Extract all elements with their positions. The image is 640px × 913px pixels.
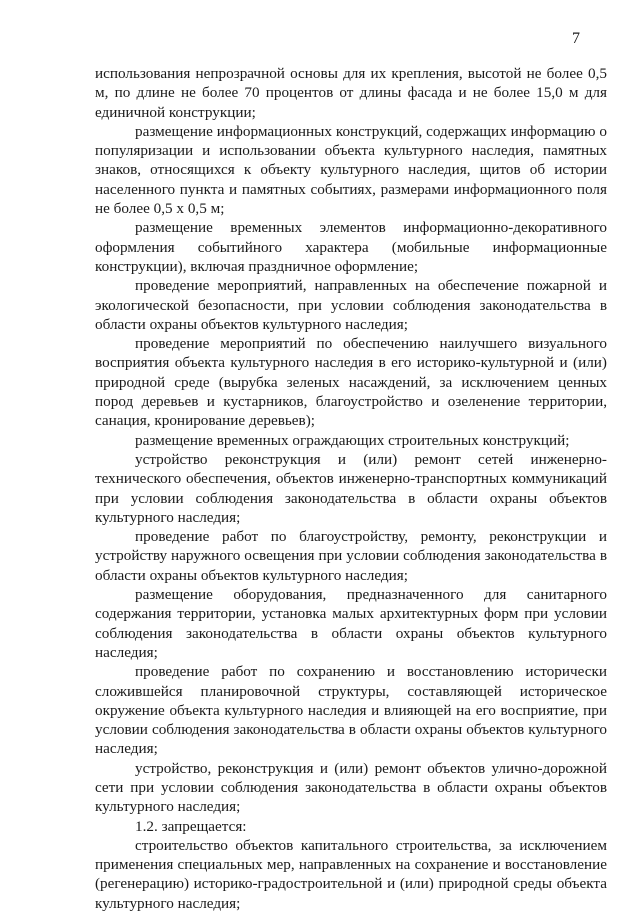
paragraph: проведение работ по сохранению и восстановлению исторически сложившейся планировочной структуры, составляющей историческое окружение объекта культурного наследия и влияющей на его восприятие, при условии соблюдения законодательства в области охраны объектов культурного наследия; bbox=[95, 663, 607, 758]
paragraph: размещение временных ограждающих строительных конструкций; bbox=[135, 431, 570, 449]
page-number: 7 bbox=[572, 30, 580, 47]
paragraph: устройство, реконструкция и (или) ремонт объектов улично-дорожной сети при условии соблюдения законодательства в области охраны объектов культурного наследия; bbox=[95, 759, 607, 816]
paragraph: проведение мероприятий по обеспечению наилучшего визуального восприятия объекта культурного наследия в его историко-культурной и (или) природной среде (вырубка зеленых насаждений, за исключением ценных пород деревьев и кустарников, благоустройство и озеленение территории, санация, кронирование деревьев); bbox=[95, 335, 607, 430]
paragraph: проведение мероприятий, направленных на обеспечение пожарной и экологической безопасности, при условии соблюдения законодательства в области охраны объектов культурного наследия; bbox=[95, 277, 607, 333]
paragraph: строительство объектов капитального строительства, за исключением применения специальных мер, направленных на сохранение и восстановление (регенерацию) историко-градостроительной и (или) природной среды объекта культурного наследия; bbox=[95, 836, 607, 912]
section-heading: 1.2. запрещается: bbox=[135, 817, 247, 835]
paragraph: размещение информационных конструкций, содержащих информацию о популяризации и использовании объекта культурного наследия, памятных знаков, относящихся к объекту культурного наследия, щитов об истории населенного пункта и памятных событиях, размерами информационного поля не более 0,5 х 0,5 м; bbox=[95, 122, 607, 218]
paragraph: устройство реконструкция и (или) ремонт сетей инженерно-технического обеспечения, объектов инженерно-транспортных коммуникаций при условии соблюдения законодательства в области охраны объектов культурного наследия; bbox=[95, 450, 607, 526]
paragraph: размещение временных элементов информационно-декоративного оформления событийного характера (мобильные информационные конструкции), включая праздничное оформление; bbox=[95, 219, 607, 275]
paragraph: размещение оборудования, предназначенного для санитарного содержания территории, установка малых архитектурных форм при условии соблюдения законодательства в области охраны объектов культурного наследия; bbox=[95, 586, 607, 661]
document-body bbox=[95, 64, 607, 913]
paragraph: проведение работ по благоустройству, ремонту, реконструкции и устройству наружного освещения при условии соблюдения законодательства в области охраны объектов культурного наследия; bbox=[95, 528, 607, 584]
paragraph-continuation: использования непрозрачной основы для их крепления, высотой не более 0,5 м, по длине не более 70 процентов от длины фасада и не более 15,0 м для единичной конструкции; bbox=[95, 65, 607, 121]
